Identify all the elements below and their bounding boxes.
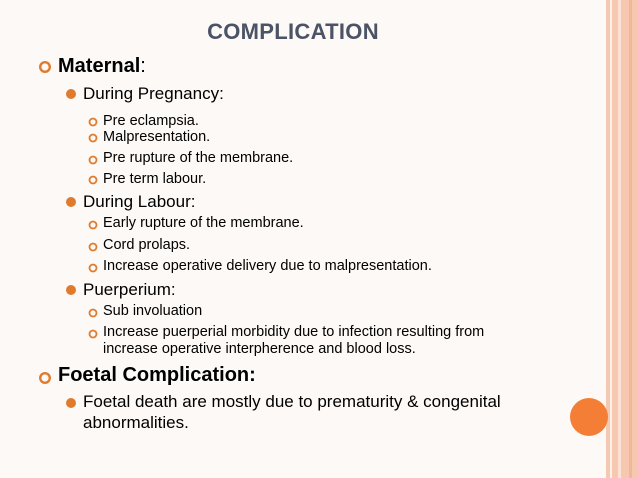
ring-bullet-icon bbox=[88, 175, 98, 185]
ring-bullet-icon bbox=[88, 133, 98, 143]
list-item: Early rupture of the membrane. bbox=[103, 215, 304, 231]
dot-bullet-icon bbox=[65, 88, 77, 100]
dot-bullet-icon bbox=[65, 397, 77, 409]
list-item-continuation: abnormalities. bbox=[83, 413, 189, 432]
decor-circle bbox=[570, 398, 608, 436]
list-item: Sub involuation bbox=[103, 303, 203, 319]
dot-bullet-icon bbox=[65, 196, 77, 208]
decor-stripe bbox=[618, 0, 621, 478]
slide-title: COMPLICATION bbox=[207, 19, 379, 44]
maternal-label: Maternal bbox=[58, 55, 141, 77]
dot-bullet-icon bbox=[65, 284, 77, 296]
maternal-heading bbox=[58, 55, 146, 78]
pregnancy-heading: During Pregnancy: bbox=[83, 84, 224, 103]
ring-bullet-icon bbox=[88, 242, 98, 252]
list-item: Pre rupture of the membrane. bbox=[103, 150, 294, 166]
list-item: Increase operative delivery due to malpresentation. bbox=[103, 258, 432, 274]
list-item-continuation: increase operative interpherence and blood loss. bbox=[103, 341, 416, 357]
foetal-heading bbox=[58, 364, 256, 387]
foetal-label: Foetal Complication: bbox=[58, 364, 256, 386]
list-item: Pre term labour. bbox=[103, 171, 207, 187]
puerperium-heading: Puerperium: bbox=[83, 280, 176, 299]
ring-bullet-icon bbox=[38, 371, 52, 385]
ring-bullet-icon bbox=[88, 117, 98, 127]
list-item: Pre eclampsia. bbox=[103, 113, 199, 129]
list-item: Cord prolaps. bbox=[103, 237, 191, 253]
ring-bullet-icon bbox=[88, 155, 98, 165]
ring-bullet-icon bbox=[88, 220, 98, 230]
labour-heading: During Labour: bbox=[83, 192, 196, 211]
list-item: Malpresentation. bbox=[103, 129, 211, 145]
decor-stripe bbox=[612, 0, 638, 478]
maternal-colon: : bbox=[140, 55, 146, 77]
ring-bullet-icon bbox=[38, 60, 52, 74]
list-item: Increase puerperial morbidity due to infection resulting from bbox=[103, 324, 485, 340]
ring-bullet-icon bbox=[88, 329, 98, 339]
ring-bullet-icon bbox=[88, 308, 98, 318]
ring-bullet-icon bbox=[88, 263, 98, 273]
list-item: Foetal death are mostly due to prematurity & congenital bbox=[83, 392, 501, 411]
decor-stripe bbox=[629, 0, 632, 478]
